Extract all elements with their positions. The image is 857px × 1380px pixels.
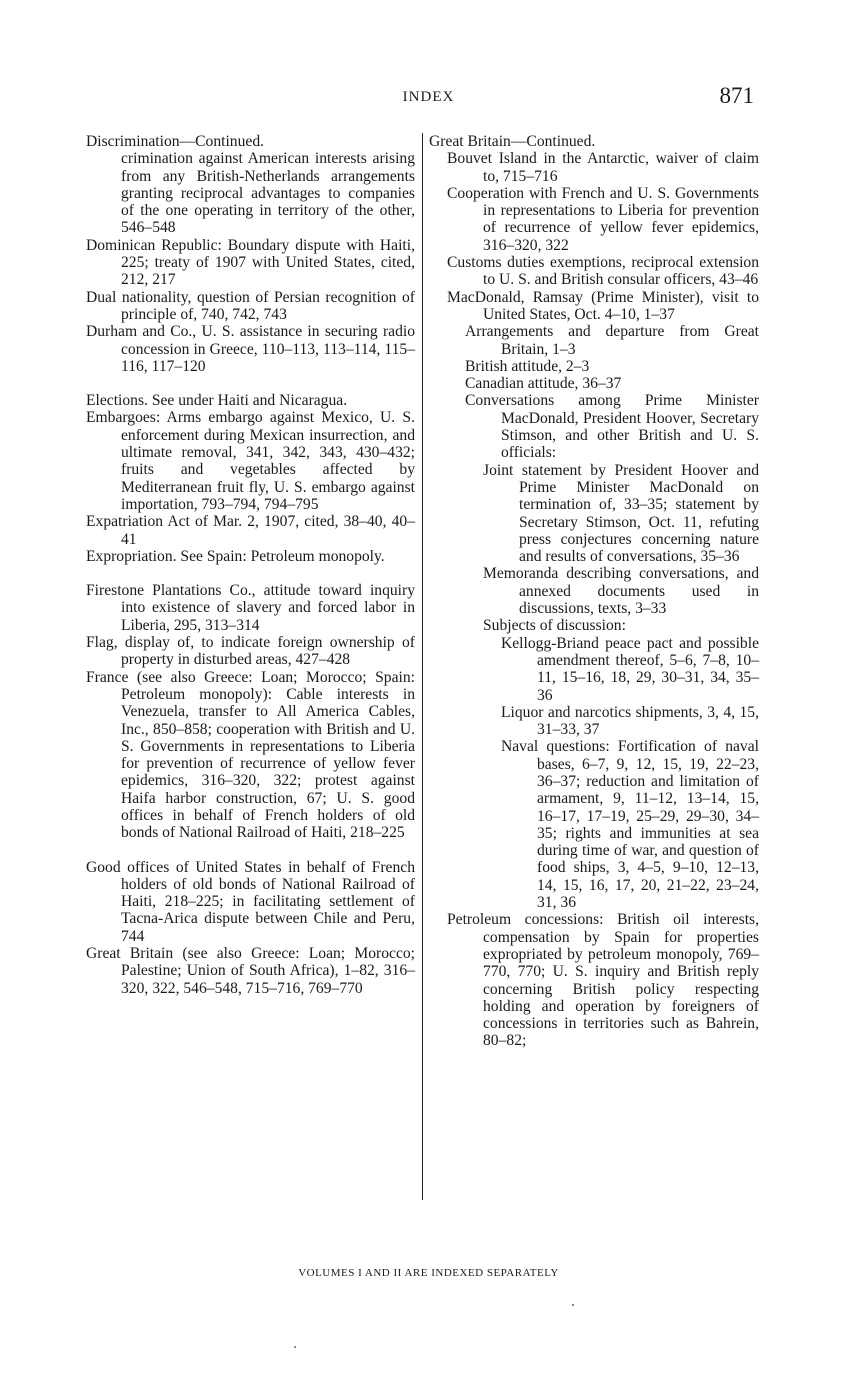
index-entry: Memoranda describing conversations, and annexed documents used in discussions, texts, 3–33 (483, 565, 759, 618)
index-entry: Firestone Plantations Co., attitude toward inquiry into existence of slavery and forced labor in Liberia, 295, 313–314 (86, 582, 415, 634)
index-entry: Liquor and narcotics shipments, 3, 4, 15, 31–33, 37 (501, 703, 759, 739)
index-entry: Subjects of discussion: (483, 617, 626, 635)
index-column-right (429, 133, 759, 1050)
index-entry: France (see also Greece: Loan; Morocco; Spain: Petroleum monopoly): Cable interests in Venezuela, transfer to All America Cables, Inc., 850–858; cooperation with British and U. S. Governments in representations to Liberia for prevention of recurrence of yellow fever epidemics, 316–320, 322; protest against Haifa harbor construction, 67; U. S. good offices in behalf of French holders of old bonds of National Railroad of Haiti, 218–225 (86, 668, 415, 842)
index-entry: Conversations among Prime Minister MacDonald, President Hoover, Secretary Stimson, and other British and U. S. officials: (465, 392, 759, 462)
footer-note: VOLUMES I AND II ARE INDEXED SEPARATELY (298, 1267, 559, 1279)
index-entry: Dominican Republic: Boundary dispute with Haiti, 225; treaty of 1907 with United States, cited, 212, 217 (86, 236, 415, 289)
column-divider (422, 133, 423, 1200)
index-entry: Elections. See under Haiti and Nicaragua. (86, 392, 348, 410)
index-entry: Arrangements and departure from Great Britain, 1–3 (465, 323, 759, 358)
index-entry: Joint statement by President Hoover and Prime Minister MacDonald on termination of, 33–35; statement by Secretary Stimson, Oct. 11, refuting press conjectures concerning nature and results of conversations, 35–36 (483, 461, 759, 566)
index-entry: crimination against American interests arising from any British-Netherlands arrangements granting reciprocal advantages to companies of the one operating in territory of the other, 546–548 (121, 150, 415, 237)
speck (294, 1346, 296, 1348)
index-entry: Embargoes: Arms embargo against Mexico, U. S. enforcement during Mexican insurrection, and ultimate removal, 341, 342, 343, 430–432; fruits and vegetables affected by Mediterranean fruit fly, U. S. embargo against importation, 793–794, 794–795 (86, 409, 415, 513)
index-entry: Customs duties exemptions, reciprocal extension to U. S. and British consular officers, 43–46 (447, 254, 759, 289)
index-entry: British attitude, 2–3 (465, 357, 590, 375)
index-entry: MacDonald, Ramsay (Prime Minister), visit to United States, Oct. 4–10, 1–37 (447, 288, 759, 323)
index-entry: Cooperation with French and U. S. Governments in representations to Liberia for prevention of recurrence of yellow fever epidemics, 316–320, 322 (447, 184, 759, 254)
index-entry: Bouvet Island in the Antarctic, waiver of claim to, 715–716 (447, 150, 759, 185)
speck (572, 1304, 574, 1306)
index-entry: Canadian attitude, 36–37 (465, 375, 622, 393)
index-entry: Kellogg-Briand peace pact and possible amendment thereof, 5–6, 7–8, 10–11, 15–16, 18, 29, 30–31, 34, 35–36 (501, 634, 759, 704)
index-entry: Naval questions: Fortification of naval bases, 6–7, 9, 12, 15, 19, 22–23, 36–37; reduction and limitation of armament, 9, 11–12, 13–14, 15, 16–17, 17–19, 25–29, 29–30, 34–35; rights and immunities at sea during time of war, and question of food ships, 3, 4–5, 9–10, 12–13, 14, 15, 16, 17, 20, 21–22, 23–24, 31, 36 (501, 738, 759, 912)
index-entry: Flag, display of, to indicate foreign ownership of property in disturbed areas, 427–428 (86, 634, 415, 669)
index-entry: Dual nationality, question of Persian recognition of principle of, 740, 742, 743 (86, 288, 415, 323)
index-entry: Durham and Co., U. S. assistance in securing radio concession in Greece, 110–113, 113–114, 115–116, 117–120 (86, 323, 415, 375)
index-column-left (86, 133, 415, 997)
index-entry: Expropriation. See Spain: Petroleum monopoly. (86, 547, 385, 565)
running-head: INDEX (402, 89, 455, 105)
index-entry: Expatriation Act of Mar. 2, 1907, cited, 38–40, 40–41 (86, 513, 415, 548)
index-entry: Good offices of United States in behalf of French holders of old bonds of National Railroad of Haiti, 218–225; in facilitating settlement of Tacna-Arica dispute between Chile and Peru, 744 (86, 858, 415, 945)
index-entry: Petroleum concessions: British oil interests, compensation by Spain for properties expropriated by petroleum monopoly, 769–770, 770; U. S. inquiry and British reply concerning British policy respecting holding and operation by foreigners of concessions in territories such as Bahrein, 80–82; (447, 911, 759, 1050)
index-entry: Great Britain—Continued. (429, 133, 596, 150)
index-entry: Discrimination—Continued. (86, 133, 265, 150)
page-number: 871 (719, 83, 754, 108)
index-entry: Great Britain (see also Greece: Loan; Morocco; Palestine; Union of South Africa), 1–82, 316–320, 322, 546–548, 715–716, 769–770 (86, 945, 415, 997)
